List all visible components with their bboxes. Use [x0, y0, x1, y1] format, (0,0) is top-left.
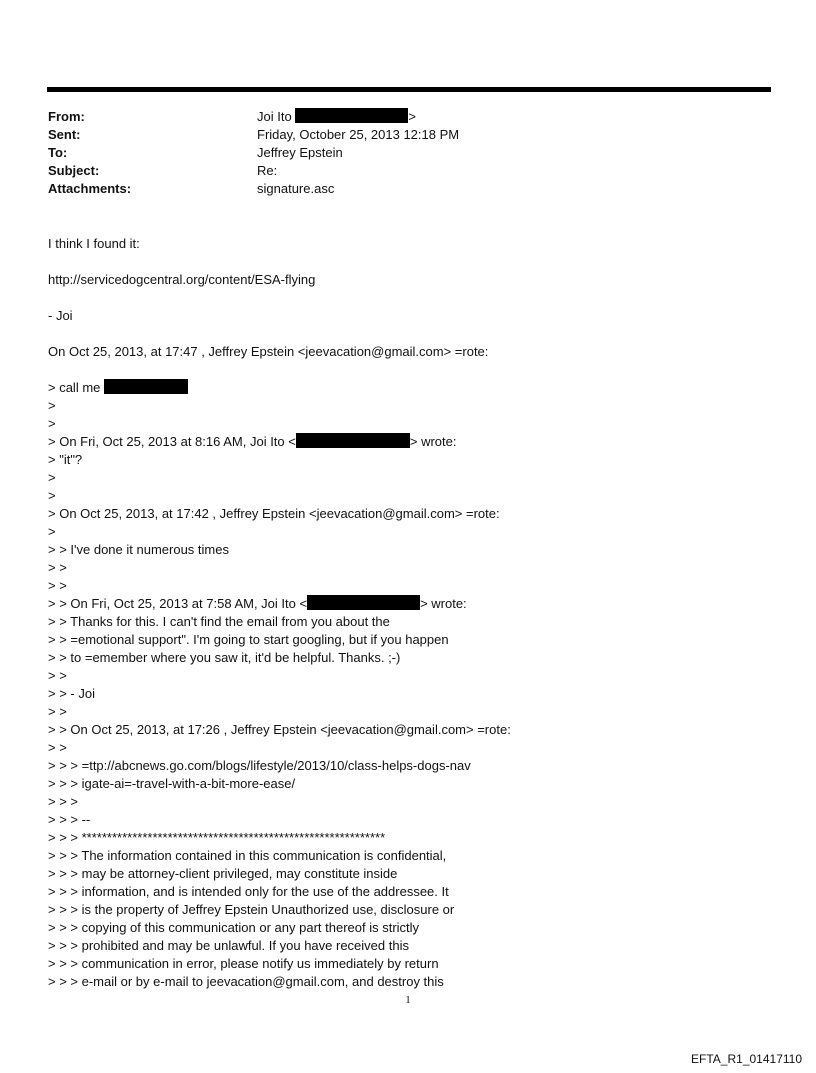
header-divider: [47, 87, 771, 92]
quoted-line: > > > ************************************************************: [48, 830, 386, 845]
subject-value: Re:: [257, 163, 278, 178]
redaction-box: [104, 379, 188, 394]
body-link: http://servicedogcentral.org/content/ESA-flying: [48, 272, 316, 287]
quoted-line: > > > =ttp://abcnews.go.com/blogs/lifestyle/2013/10/class-helps-dogs-nav: [48, 758, 471, 773]
quoted-line: > > > prohibited and may be unlawful. If you have received this: [48, 938, 409, 953]
quoted-line: > > to =emember where you saw it, it'd be helpful. Thanks. ;-): [48, 650, 401, 665]
quoted-line: > >: [48, 560, 67, 575]
quoted-line: > > > e-mail or by e-mail to jeevacation@gmail.com, and destroy this: [48, 974, 444, 989]
redaction-box: [296, 433, 410, 448]
subject-label: Subject:: [48, 163, 100, 178]
quoted-line: > > > The information contained in this communication is confidential,: [48, 848, 447, 863]
quoted-line: > > - Joi: [48, 686, 95, 701]
quoted-text: > On Fri, Oct 25, 2013 at 8:16 AM, Joi Ito <: [48, 434, 296, 449]
attachment-file: signature.asc: [257, 181, 335, 196]
quoted-text: > call me: [48, 380, 101, 395]
from-tail: >: [408, 109, 416, 124]
sent-label: Sent:: [48, 127, 81, 142]
quoted-line: > >: [48, 578, 67, 593]
quoted-line: > > >: [48, 794, 78, 809]
sent-value: Friday, October 25, 2013 12:18 PM: [257, 127, 460, 142]
quoted-text: > wrote:: [420, 596, 467, 611]
document-id: EFTA_R1_01417110: [691, 1052, 802, 1066]
quoted-line: [48, 379, 748, 397]
page-number: 1: [405, 994, 411, 1006]
quoted-line: > > > may be attorney-client privileged, may constitute inside: [48, 866, 398, 881]
quoted-line: > > > --: [48, 812, 91, 827]
quoted-text: > wrote:: [409, 434, 457, 449]
attachments-label: Attachments:: [48, 181, 132, 196]
quoted-line: >: [48, 398, 56, 413]
quoted-line: >: [48, 488, 56, 503]
quoted-line: > >: [48, 668, 67, 683]
quoted-line: [48, 433, 748, 451]
redaction-box: [295, 108, 408, 123]
from-label: From:: [48, 109, 85, 124]
quoted-line: > "it"?: [48, 452, 83, 467]
quoted-line: > > I've done it numerous times: [48, 542, 229, 557]
quoted-line: > > On Oct 25, 2013, at 17:26 , Jeffrey Epstein <jeevacation@gmail.com> =rote:: [48, 722, 511, 737]
quoted-line: > On Oct 25, 2013, at 17:42 , Jeffrey Epstein <jeevacation@gmail.com> =rote:: [48, 506, 500, 521]
from-name: Joi Ito: [257, 109, 292, 124]
quote-intro: On Oct 25, 2013, at 17:47 , Jeffrey Epstein <jeevacation@gmail.com> =rote:: [48, 344, 489, 359]
quoted-line: > > > is the property of Jeffrey Epstein Unauthorized use, disclosure or: [48, 902, 455, 917]
quoted-line: > > > information, and is intended only for the use of the addressee. It: [48, 884, 449, 899]
quoted-text: > > On Fri, Oct 25, 2013 at 7:58 AM, Joi Ito <: [48, 596, 308, 611]
quoted-line: >: [48, 470, 56, 485]
from-value: [257, 108, 416, 126]
quoted-line: > > > communication in error, please notify us immediately by return: [48, 956, 439, 971]
quoted-line: [48, 595, 748, 613]
quoted-line: > >: [48, 704, 67, 719]
quoted-line: > >: [48, 740, 67, 755]
email-body: [48, 235, 748, 991]
redaction-box: [307, 595, 420, 610]
to-value: Jeffrey Epstein: [257, 145, 343, 160]
quoted-line: > > > igate-ai=-travel-with-a-bit-more-ease/: [48, 776, 296, 791]
quoted-line: >: [48, 524, 56, 539]
quoted-line: > > =emotional support". I'm going to start googling, but if you happen: [48, 632, 449, 647]
to-label: To:: [48, 145, 68, 160]
quoted-line: >: [48, 416, 56, 431]
body-line: I think I found it:: [48, 236, 140, 251]
signature: - Joi: [48, 308, 73, 323]
quoted-line: > > Thanks for this. I can't find the email from you about the: [48, 614, 390, 629]
quoted-line: > > > copying of this communication or any part thereof is strictly: [48, 920, 420, 935]
